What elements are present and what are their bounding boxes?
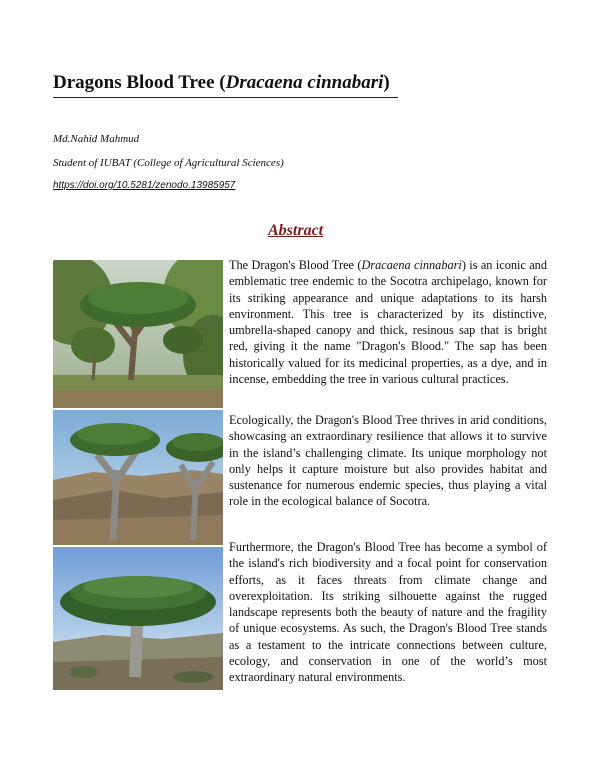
paragraph-1-scientific-name: Dracaena cinnabari: [361, 258, 462, 272]
paragraph-1-before: The Dragon's Blood Tree (: [229, 258, 362, 272]
title-suffix: ): [383, 72, 390, 93]
paragraph-1-after: ) is an iconic and emblematic tree endemic to the Socotra archipelago, known for its striking appearance and unique adaptations to its harsh environment. This tree is characterized by its distinctive, umbrella-shaped canopy and thick, resinous sap that is bright red, giving it the name "Dragon's Blood." The sap has been historically valued for its medicinal properties, as a dye, and in incense, embedding the tree in various cultural practices.: [229, 258, 547, 387]
abstract-paragraph-3: Furthermore, the Dragon's Blood Tree has become a symbol of the island's rich biodiversity and a focal point for conservation efforts, as it faces threats from climate change and overexploitation. Its striking silhouette against the rugged landscape represents both the beauty of nature and the fragility of unique ecosystems. As such, the Dragon's Blood Tree stands as a testament to the intricate connections between culture, ecology, and conservation in one of the world’s most extraordinary natural environments.: [229, 540, 547, 685]
abstract-heading: Abstract: [268, 222, 324, 239]
tree-photo-plateau: [53, 547, 223, 690]
title-scientific-name: Dracaena cinnabari: [225, 72, 384, 93]
abstract-paragraph-2: Ecologically, the Dragon's Blood Tree thrives in arid conditions, showcasing an extraordinary resilience that allows it to survive in the island’s challenging climate. Its unique morphology not only helps it capture moisture but also provides habitat and sustenance for numerous endemic species, thus playing a vital role in the ecological balance of Socotra.: [229, 413, 547, 509]
author-affiliation: Student of IUBAT (College of Agricultural Sciences): [53, 157, 284, 169]
paper-title: [53, 72, 398, 98]
author-name: Md.Nahid Mahmud: [53, 133, 140, 145]
title-prefix: Dragons Blood Tree (: [53, 72, 226, 93]
abstract-paragraph-1: [229, 257, 547, 387]
tree-photo-canyon: [53, 410, 223, 545]
tree-photo-forest: [53, 260, 223, 408]
doi-link[interactable]: https://doi.org/10.5281/zenodo.13985957: [53, 180, 236, 191]
